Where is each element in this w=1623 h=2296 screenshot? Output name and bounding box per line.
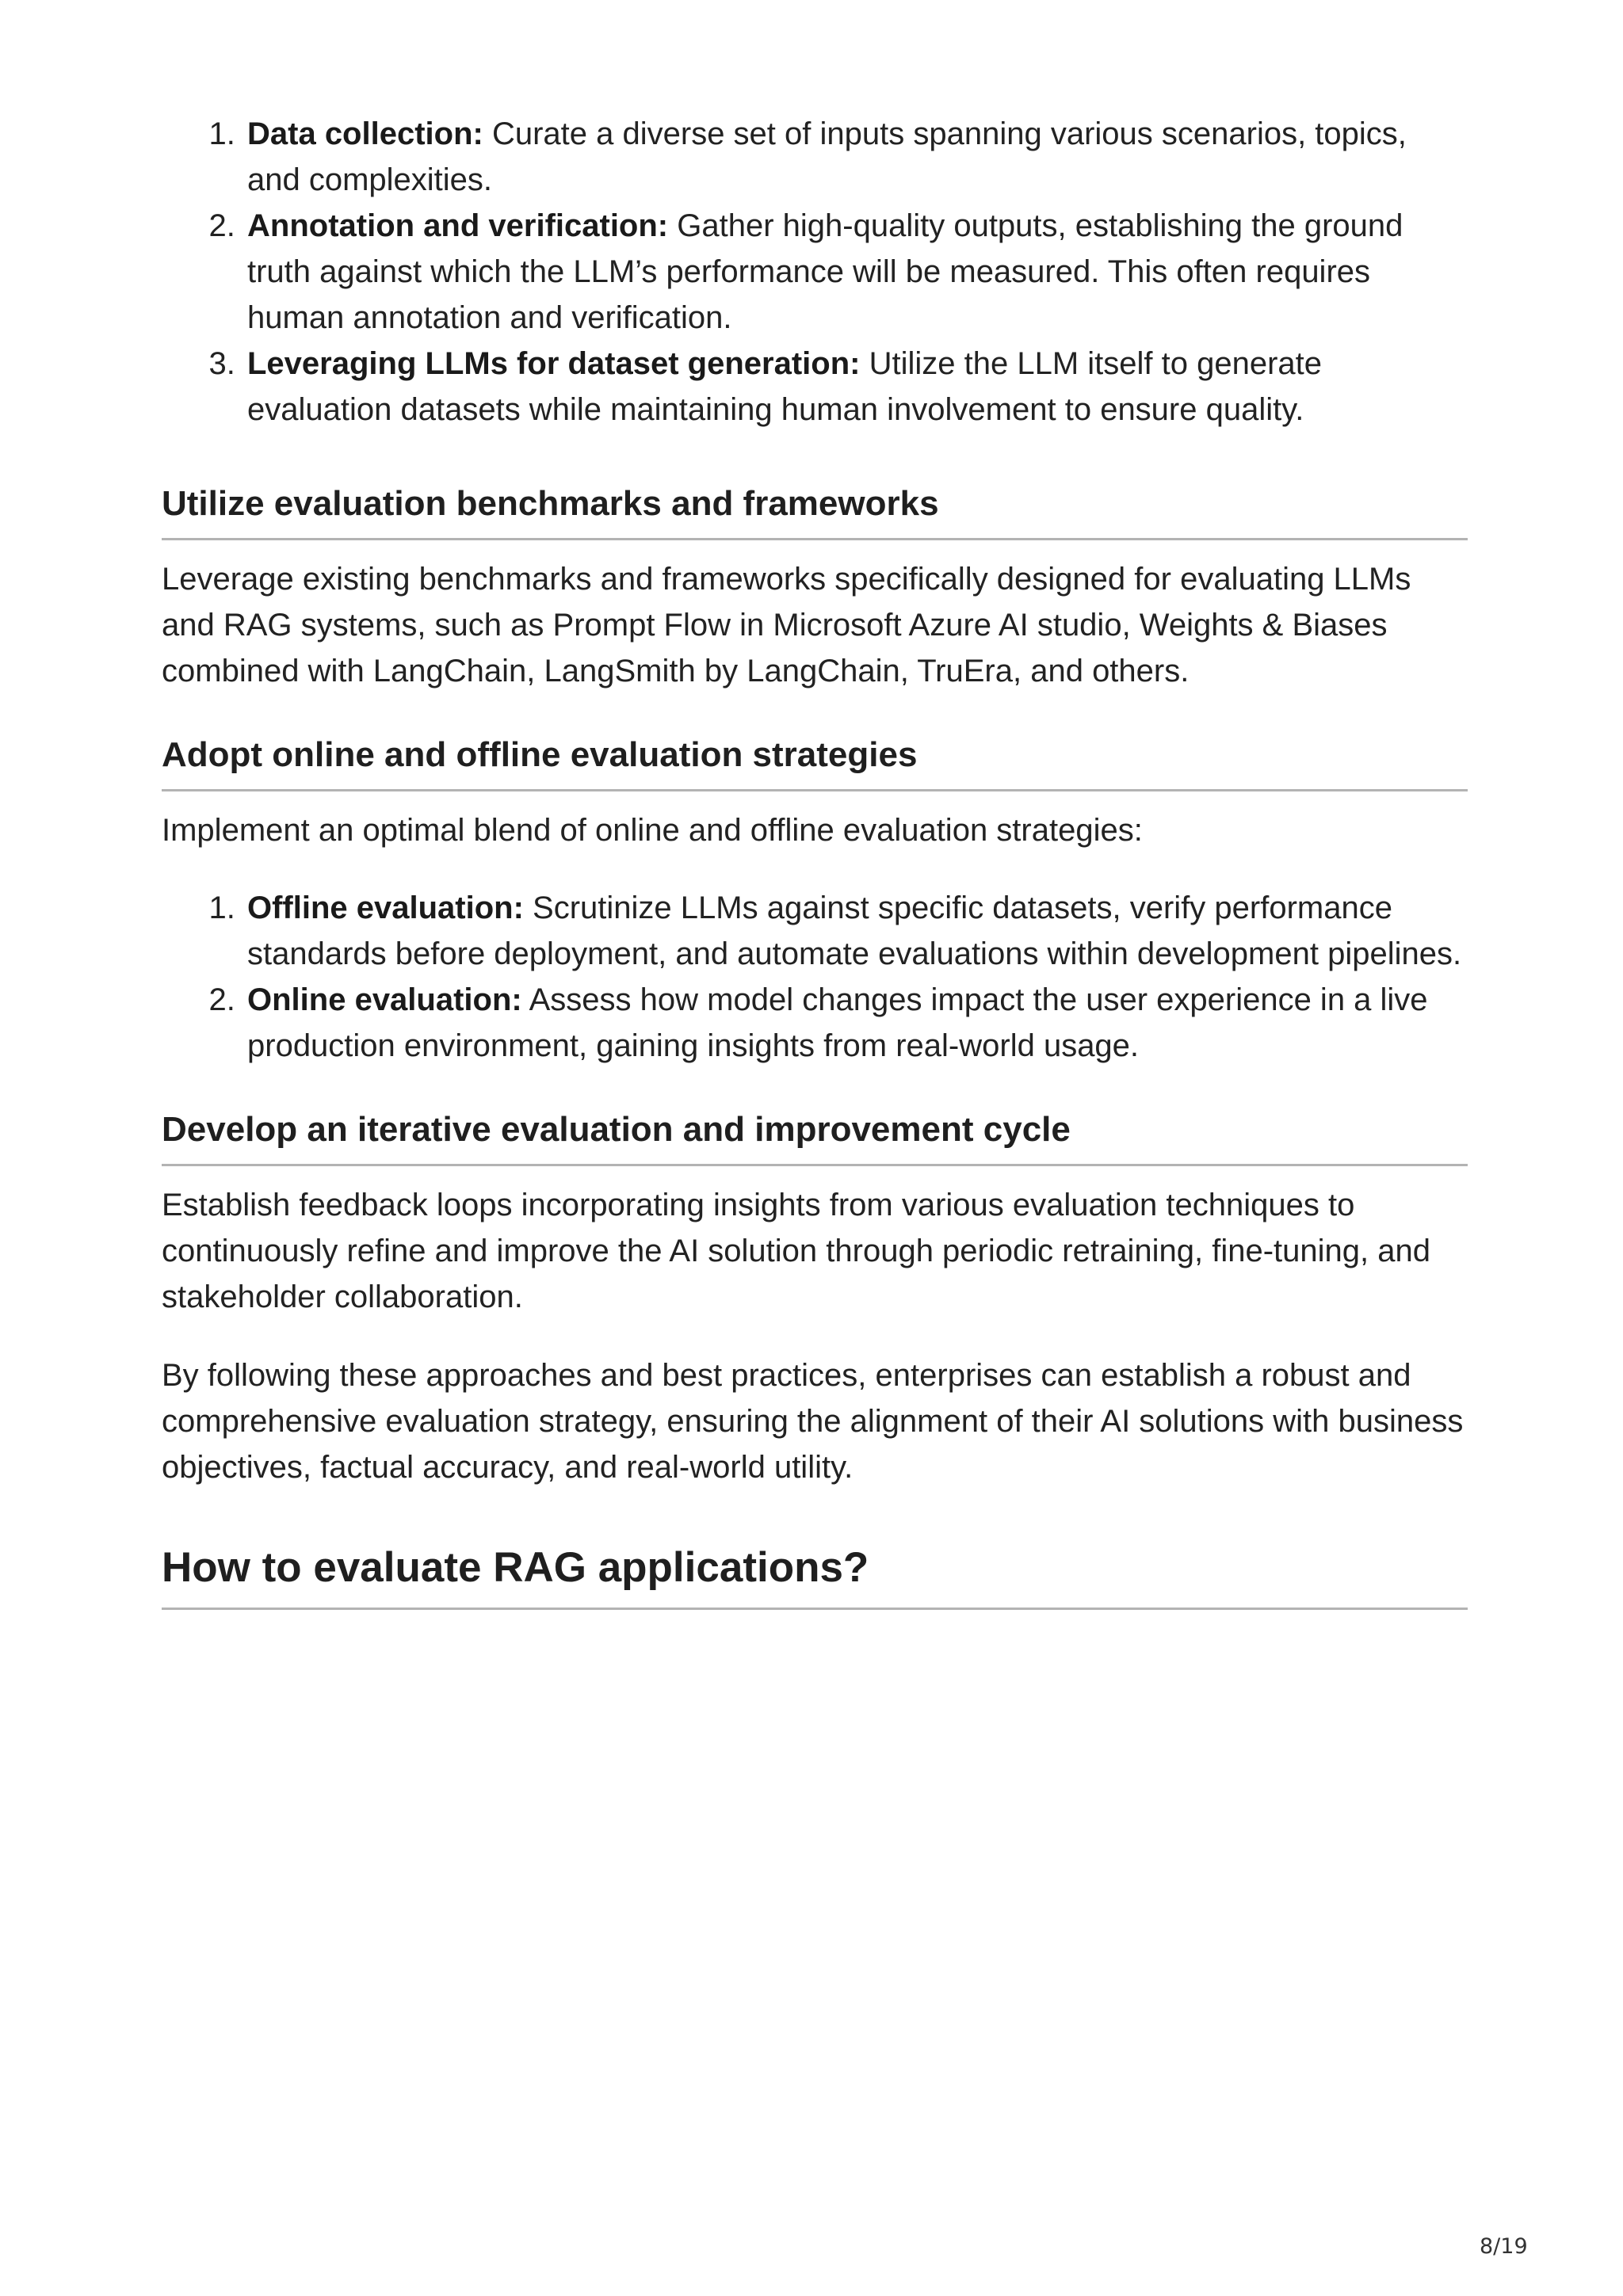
list-item-label: Data collection: — [247, 116, 483, 151]
benchmarks-paragraph: Leverage existing benchmarks and frameworks specifically designed for evaluating LLMs and RAG systems, such as Prompt Flow in Microsoft Azure AI studio, Weights & Biases combined with LangChain, LangSmith by LangChain, TruEra, and others. — [162, 562, 1411, 688]
section-heading-strategies: Adopt online and offline evaluation strategies — [162, 734, 1468, 791]
list-item-text: Curate a diverse set of inputs spanning various scenarios, topics, and complexities. — [247, 116, 1407, 197]
document-content — [162, 111, 1468, 1610]
section-heading-rag: How to evaluate RAG applications? — [162, 1543, 1468, 1610]
list-item-text: Gather high-quality outputs, establishing the ground truth against which the LLM’s performance will be measured. This often requires human annotation and verification. — [247, 208, 1403, 335]
strategies-list — [162, 885, 1468, 1069]
list-item-label: Online evaluation: — [247, 982, 522, 1017]
list-item — [244, 885, 1468, 977]
iterative-paragraph-2: By following these approaches and best practices, enterprises can establish a robust and comprehensive evaluation strategy, ensuring the alignment of their AI solutions with business objectives, factual accuracy, and real-world utility. — [162, 1358, 1464, 1485]
list-item — [244, 341, 1468, 433]
page-number: 8/19 — [1480, 2234, 1528, 2259]
strategies-intro: Implement an optimal blend of online and offline evaluation strategies: — [162, 813, 1143, 848]
list-item-text: Assess how model changes impact the user experience in a live production environment, gaining insights from real-world usage. — [247, 982, 1428, 1063]
iterative-paragraph-1: Establish feedback loops incorporating insights from various evaluation techniques to continuously refine and improve the AI solution through periodic retraining, fine-tuning, and stakeholder collaboration. — [162, 1188, 1430, 1314]
list-item-label: Offline evaluation: — [247, 891, 524, 925]
dataset-steps-list — [162, 111, 1468, 433]
section-heading-benchmarks: Utilize evaluation benchmarks and frameworks — [162, 482, 1468, 540]
list-item-label: Leveraging LLMs for dataset generation: — [247, 346, 861, 381]
list-item-text: Utilize the LLM itself to generate evaluation datasets while maintaining human involvement to ensure quality. — [247, 346, 1322, 427]
list-item — [244, 203, 1468, 341]
section-heading-iterative: Develop an iterative evaluation and improvement cycle — [162, 1108, 1468, 1166]
list-item-label: Annotation and verification: — [247, 208, 669, 243]
list-item-text: Scrutinize LLMs against specific datasets, verify performance standards before deployment, and automate evaluations within development pipelines. — [247, 891, 1462, 971]
list-item — [244, 111, 1468, 203]
list-item — [244, 977, 1468, 1069]
